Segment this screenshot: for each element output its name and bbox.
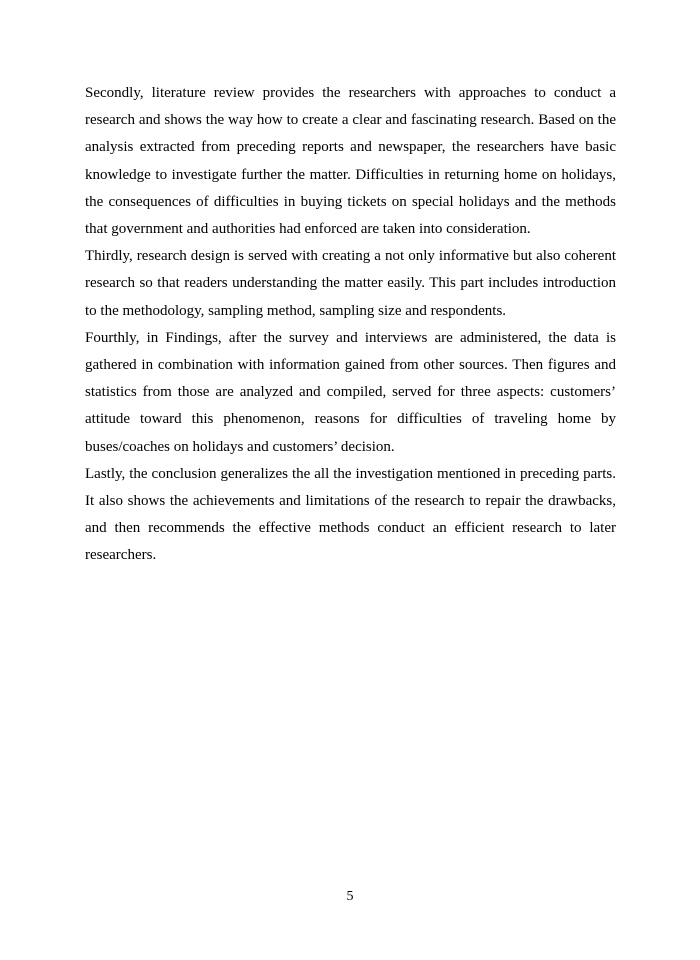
paragraph-conclusion: Lastly, the conclusion generalizes the all the investigation mentioned in preceding parts. It also shows the achievements and limitations of the research to repair the drawbacks, and then recommends the effective methods conduct an efficient research to later researchers. bbox=[85, 465, 616, 564]
paragraph-literature-review: Secondly, literature review provides the researchers with approaches to conduct a research and shows the way how to create a clear and fascinating research. Based on the analysis extracted from preceding reports and newspaper, the researchers have basic knowledge to investigate further the matter. Difficulties in returning home on holidays, the consequences of difficulties in buying tickets on special holidays and the methods that government and authorities had enforced are taken into consideration. bbox=[85, 85, 616, 238]
page-number: 5 bbox=[346, 889, 354, 904]
body-text bbox=[85, 80, 616, 570]
paragraph-research-design: Thirdly, research design is served with creating a not only informative but also coherent research so that readers understanding the matter easily. This part includes introduction to the methodology, sampling method, sampling size and respondents. bbox=[85, 248, 616, 319]
paragraph-findings: Fourthly, in Findings, after the survey and interviews are administered, the data is gathered in combination with information gained from other sources. Then figures and statistics from those are analyzed and compiled, served for three aspects: customers’ attitude toward this phenomenon, reasons for difficulties of traveling home by buses/coaches on holidays and customers’ decision. bbox=[85, 329, 616, 455]
